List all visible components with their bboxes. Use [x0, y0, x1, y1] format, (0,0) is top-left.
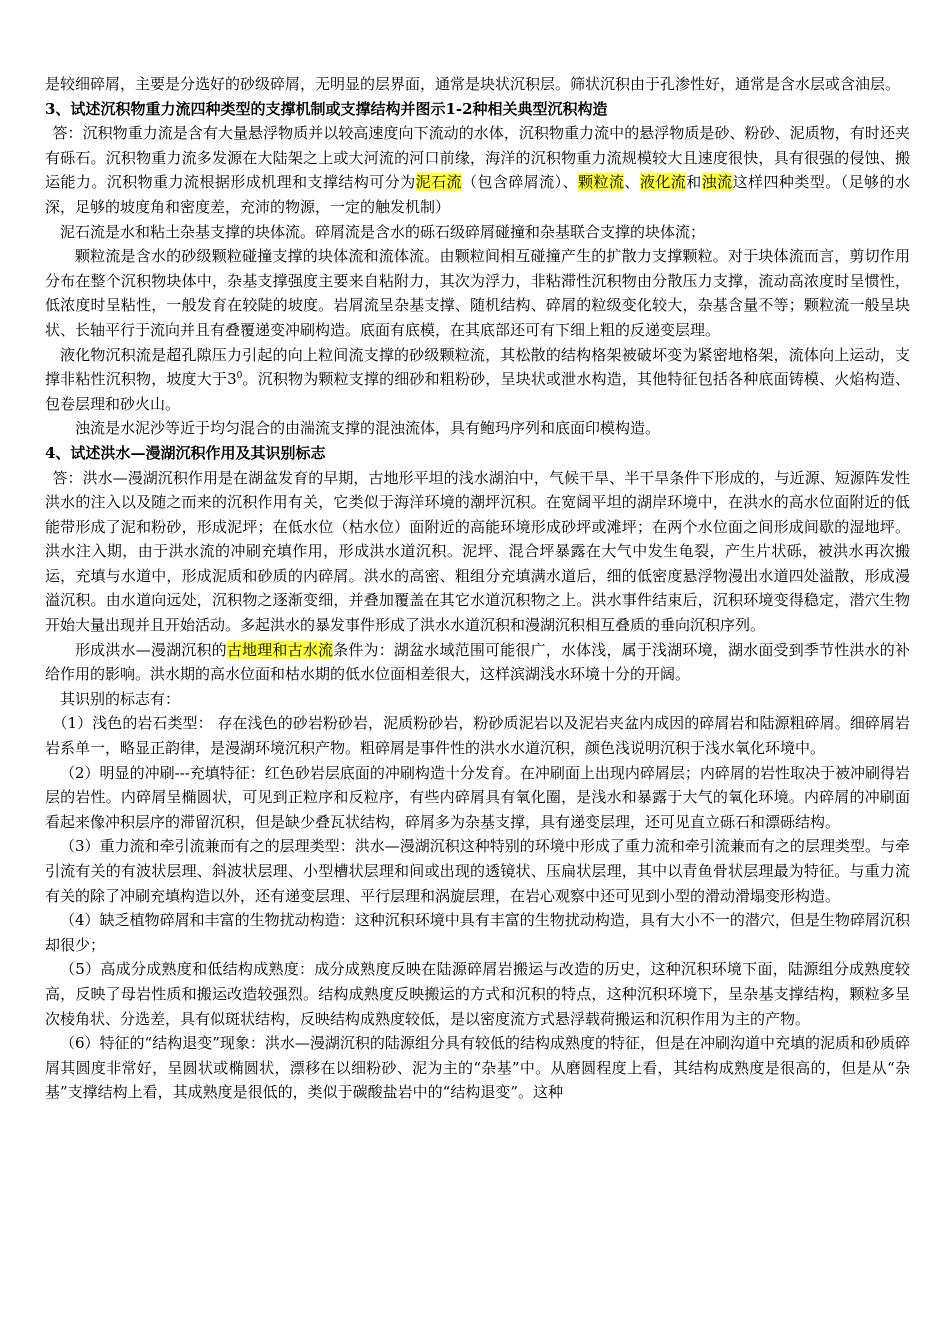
highlight-grain-flow: 颗粒流 — [578, 173, 625, 192]
heading-question-4: 4、试述洪水—漫湖沉积作用及其识别标志 — [45, 443, 326, 462]
highlight-liquefied-flow: 液化流 — [639, 173, 687, 192]
paragraph-grain-flow: 颗粒流是含水的砂级颗粒碰撞支撑的块体流和流体流。由颗粒间相互碰撞产生的扩散力支撑颗粒。对于块体流而言，剪切作用分布在整个沉积物块体中，杂基支撑强度主要来自粘附力，其次为浮力，非粘滞性沉积物由分散压力支撑，流动高浓度时呈惯性，低浓度时呈粘性，一般发育在较陡的坡度。岩屑流呈杂基支撑、随机结构、碎屑的粒级变化较大，杂基含量不等；颗粒流一般呈块状、长轴平行于流向并且有叠覆递变冲刷构造。底面有底模，在其底部还可有下细上粗的反递变层理。 — [45, 247, 910, 339]
heading-question-3: 3、试述沉积物重力流四种类型的支撑机制或支撑结构并图示1-2种相关典型沉积构造 — [45, 99, 608, 118]
highlight-turbidity-current: 浊流 — [701, 173, 733, 192]
highlight-paleogeography: 古地理和古水流 — [226, 640, 334, 659]
superscript-degree: 0 — [236, 371, 243, 382]
marker-item-4: （4）缺乏植物碎屑和丰富的生物扰动构造：这种沉积环境中具有丰富的生物扰动构造，具有大小不一的潜穴，但是生物碎屑沉积却很少； — [45, 911, 910, 954]
answer-4-intro: 答：洪水—漫湖沉积作用是在湖盆发育的早期，古地形平坦的浅水湖泊中，气候干旱、半干旱条件下形成的，与近源、短源阵发性洪水的注入以及随之而来的沉积作用有关，它类似于海洋环境的潮坪沉积。在宽阔平坦的湖岸环境中，在洪水的高水位面附近的低能带形成了泥和粉砂，形成泥坪；在低水位（枯水位）面附近的高能环境形成砂坪或滩坪；在两个水位面之间形成间歇的湿地坪。洪水注入期，由于洪水流的冲刷充填作用，形成洪水道沉积。泥坪、混合坪暴露在大气中发生龟裂，产生片状砾，被洪水再次搬运，充填与水道中，形成泥质和砂质的内碎屑。洪水的高密、粗组分充填满水道后，细的低密度悬浮物漫出水道四处溢散，形成漫溢沉积。由水道向远处，沉积物之逐渐变细，并叠加覆盖在其它水道沉积物之上。洪水事件结束后，沉积环境变得稳定，潜穴生物开始大量出现并且开始活动。多起洪水的暴发事件形成了洪水水道沉积和漫湖沉积相互叠质的垂向沉积序列。 — [45, 468, 910, 635]
paragraph-conditions: 形成洪水—漫湖沉积的古地理和古水流条件为：湖盆水域范围可能很广，水体浅，属于浅湖环境，湖水面受到季节性洪水的补给作用的影响。洪水期的高水位面和枯水期的低水位面相差很大，这样滨湖浅水环境十分的开阔。 — [45, 640, 910, 684]
marker-item-3: （3）重力流和牵引流兼而有之的层理类型：洪水—漫湖沉积这种特别的环境中形成了重力流和牵引流兼而有之的层理类型。与牵引流有关的有波状层理、斜波状层理、小型槽状层理和间或出现的透镜状、压扁状层理，其中以青鱼骨状层理最为特征。与重力流有关的除了冲刷充填构造以外，还有递变层理、平行层理和涡旋层理，在岩心观察中还可见到小型的滑动滑塌变形构造。 — [45, 837, 910, 905]
paragraph-liquefied-flow: 液化物沉积流是超孔隙压力引起的向上粒间流支撑的砂级颗粒流，其松散的结构格架被破坏变为紧密地格架，流体向上运动，支撑非粘性沉积物，坡度大于$3^0$。沉积物为颗粒支撑的细砂和粗粉砂，呈块状或泄水构造，其他特征包括各种底面铸模、火焰构造、包卷层理和砂火山。 — [45, 345, 910, 413]
paragraph-debris-flow: 泥石流是水和粘土杂基支撑的块体流。碎屑流是含水的砾石级碎屑碰撞和杂基联合支撑的块体流； — [60, 222, 706, 241]
paragraph-markers-intro: 其识别的标志有： — [60, 689, 181, 708]
marker-item-2: （2）明显的冲刷---充填特征：红色砂岩层底面的冲刷构造十分发育。在冲刷面上出现内碎屑层；内碎屑的岩性取决于被冲刷得岩层的岩性。内碎屑呈椭圆状，可见到正粒序和反粒序，有些内碎屑具有氧化圈，是浅水和暴露于大气的氧化环境。内碎屑的冲刷面看起来像冲积层序的滞留沉积，但是缺少叠瓦状结构，碎屑多为杂基支撑，具有递变层理，还可见直立砾石和漂砾结构。 — [45, 763, 910, 831]
marker-item-6: （6）特征的“结构退变”现象：洪水—漫湖沉积的陆源组分具有较低的结构成熟度的特征，但是在冲刷沟道中充填的泥质和砂质碎屑其圆度非常好，呈圆状或椭圆状，漂移在以细粉砂、泥为主的“杂基”中。从磨圆程度上看，其结构成熟度是很高的，但是从“杂基”支撑结构上看，其成熟度是很低的，类似于碳酸盐岩中的“结构退变”。这种 — [45, 1034, 910, 1102]
highlight-debris-flow: 泥石流 — [415, 173, 463, 192]
marker-item-1: （1）浅色的岩石类型： 存在浅色的砂岩粉砂岩，泥质粉砂岩，粉砂质泥岩以及泥岩夹盆内成因的碎屑岩和陆源粗碎屑。细碎屑岩岩系单一，略显正韵律，是漫湖环境沉积产物。粗碎屑是事件性的洪水水道沉积，颜色浅说明沉积于浅水氧化环境中。 — [45, 714, 910, 758]
paragraph-turbidity: 浊流是水泥沙等近于均匀混合的由湍流支撑的混浊流体，具有鲍玛序列和底面印模构造。 — [75, 419, 661, 438]
marker-item-5: （5）高成分成熟度和低结构成熟度：成分成熟度反映在陆源碎屑岩搬运与改造的历史，这种沉积环境下面，陆源组分成熟度较高，反映了母岩性质和搬运改造较强烈。结构成熟度反映搬运的方式和沉积的特点，这种沉积环境下，呈杂基支撑结构，颗粒多呈次棱角状、分选差，具有似斑状结构，反映结构成熟度较低，是以密度流方式悬浮载荷搬运和沉积作用为主的产物。 — [45, 960, 910, 1028]
paragraph-continued: 是较细碎屑，主要是分选好的砂级碎屑，无明显的层界面，通常是块状沉积层。筛状沉积由于孔渗性好，通常是含水层或含油层。 — [45, 75, 901, 93]
document-page — [45, 72, 910, 1105]
answer-3-intro: 答：沉积物重力流是含有大量悬浮物质并以较高速度向下流动的水体，沉积物重力流中的悬浮物质是砂、粉砂、泥质物，有时还夹有砾石。沉积物重力流多发源在大陆架之上或大河流的河口前缘，海洋的沉积物重力流规模较大且速度很快，具有很强的侵蚀、搬运能力。沉积物重力流根据形成机理和支撑结构可分为泥石流（包含碎屑流）、颗粒流、液化流和浊流这样四种类型。（足够的水深，足够的坡度角和密度差，充沛的物源，一定的触发机制） — [45, 124, 910, 216]
